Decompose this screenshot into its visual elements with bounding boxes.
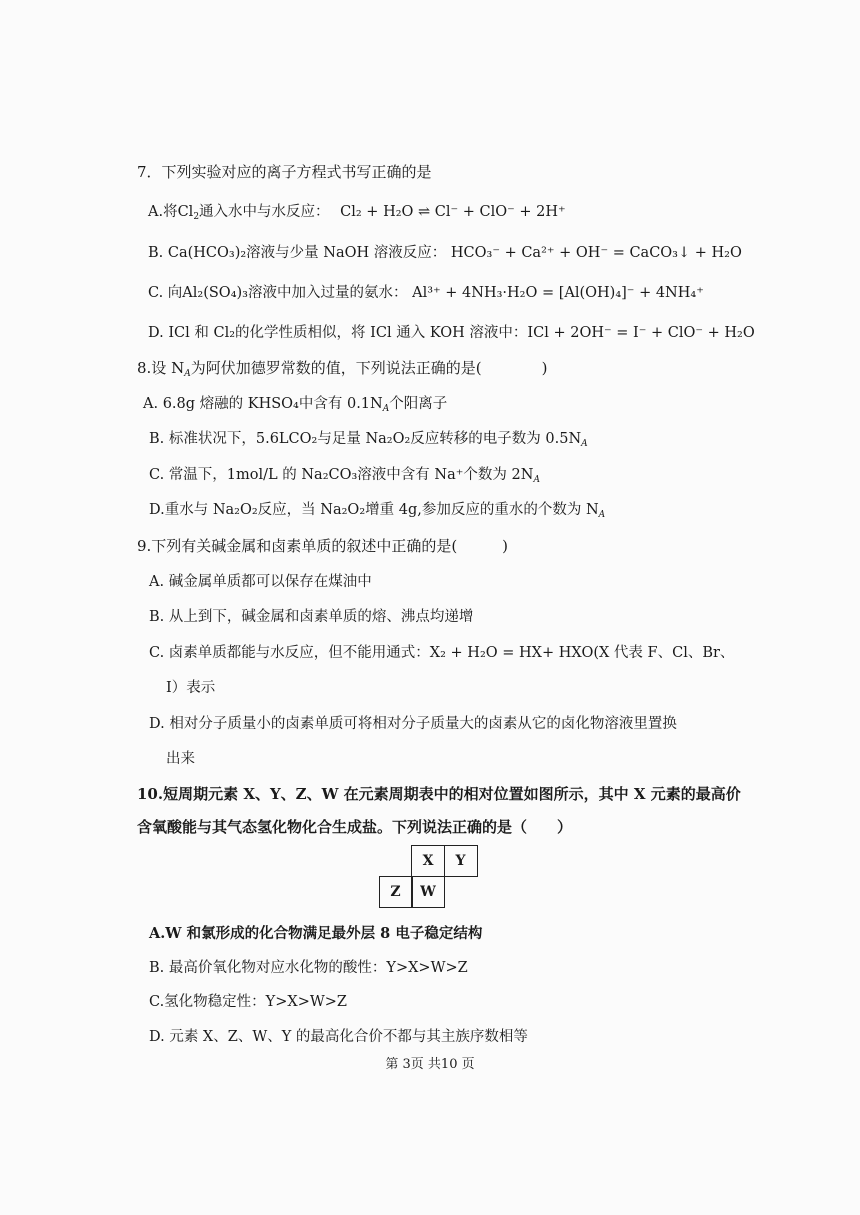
q7-option-b-equation: HCO₃⁻ + Ca²⁺ + OH⁻ = CaCO₃↓ + H₂O [450, 245, 742, 261]
q8-stem [137, 358, 547, 384]
q8-option-d-subscript: A [598, 510, 606, 520]
q7-option-d: D. ICl 和 Cl₂的化学性质相似，将 ICl 通入 KOH 溶液中：ICl + 2OH⁻ = I⁻ + ClO⁻ + H₂O [148, 325, 755, 341]
grid-cell-x: X [411, 845, 445, 877]
q9-option-d-line1: D. 相对分子质量小的卤素单质可将相对分子质量大的卤素从它的卤化物溶液里置换 [149, 716, 677, 732]
q10-option-a: A.W 和氯形成的化合物满足最外层 8 电子稳定结构 [149, 925, 483, 942]
grid-cell-z: Z [379, 876, 413, 908]
q8-option-a-end: 个阳离子 [389, 396, 448, 412]
q8-option-b-text: B. 标准状况下，5.6LCO₂与足量 Na₂O₂反应转移的电子数为 0.5N [149, 431, 582, 447]
q8-option-a [143, 394, 447, 419]
q9-option-d-line2: 出来 [166, 751, 195, 767]
q9-option-a: A. 碱金属单质都可以保存在煤油中 [149, 574, 372, 590]
q8-stem-subscript: A [184, 369, 191, 379]
q7-option-a-label: A.将Cl [148, 204, 194, 220]
q7-option-c-equation: Al³⁺ + 4NH₃·H₂O = [Al(OH)₄]⁻ + 4NH₄⁺ [412, 285, 704, 301]
page-footer: 第 3页 共10 页 [385, 1057, 475, 1072]
q7-option-b-label: B. Ca(HCO₃)₂溶液与少量 NaOH 溶液反应： [148, 245, 447, 261]
q9-option-b: B. 从上到下，碱金属和卤素单质的熔、沸点均递增 [149, 609, 474, 625]
q7-option-b [148, 243, 742, 263]
q7-option-c-label: C. 向Al₂(SO₄)₃溶液中加入过量的氨水： [148, 285, 408, 301]
q8-option-d-text: D.重水与 Na₂O₂反应，当 Na₂O₂增重 4g,参加反应的重水的个数为 N [149, 502, 599, 518]
q8-option-b-subscript: A [581, 439, 588, 449]
q9-stem: 9.下列有关碱金属和卤素单质的叙述中正确的是( ) [137, 537, 509, 555]
q8-stem-start: 8.设 N [137, 359, 185, 377]
q10-stem-line1: 10.短周期元素 X、Y、Z、W 在元素周期表中的相对位置如图所示，其中 X 元素的最高价 [137, 785, 741, 803]
q8-stem-rest: 为阿伏加德罗常数的值，下列说法正确的是( ) [190, 359, 548, 377]
q7-option-a-equation: Cl₂ + H₂O ⇌ Cl⁻ + ClO⁻ + 2H⁺ [340, 204, 566, 220]
q10-option-d: D. 元素 X、Z、W、Y 的最高化合价不都与其主族序数相等 [149, 1029, 528, 1045]
q8-option-d [149, 500, 605, 525]
grid-cell-y: Y [444, 845, 478, 877]
q9-option-c-line1: C. 卤素单质都能与水反应，但不能用通式：X₂ + H₂O = HX+ HXO(X 代表 F、Cl、Br、 [149, 645, 735, 661]
q7-option-c [148, 283, 704, 303]
q8-option-a-subscript: A [382, 404, 390, 414]
q10-option-c: C.氢化物稳定性：Y>X>W>Z [149, 994, 348, 1010]
q7-option-a: A.将$Cl_2$通入水中与水反应： Cl₂ + H₂O ⇌ Cl⁻ + ClO⁻ + 2H⁺ [148, 204, 566, 222]
q8-option-a-text: A. 6.8g 熔融的 KHSO₄中含有 0.1N [143, 396, 383, 412]
periodic-table-fragment [375, 845, 485, 913]
q8-option-c-text: C. 常温下，1mol/L 的 Na₂CO₃溶液中含有 Na⁺个数为 2N [149, 467, 534, 483]
q7-stem: 7．下列实验对应的离子方程式书写正确的是 [137, 163, 432, 181]
grid-cell-w: W [411, 876, 445, 908]
q10-stem-line2: 含氧酸能与其气态氢化物化合生成盐。下列说法正确的是（ ） [137, 818, 573, 836]
q7-option-a-mid: 通入水中与水反应： [199, 204, 330, 220]
q10-option-b: B. 最高价氧化物对应水化物的酸性：Y>X>W>Z [149, 960, 468, 976]
q8-option-c [149, 465, 540, 490]
q8-option-c-subscript: A [533, 475, 540, 485]
q9-option-c-line2: I）表示 [166, 680, 216, 696]
q8-option-b [149, 429, 588, 454]
